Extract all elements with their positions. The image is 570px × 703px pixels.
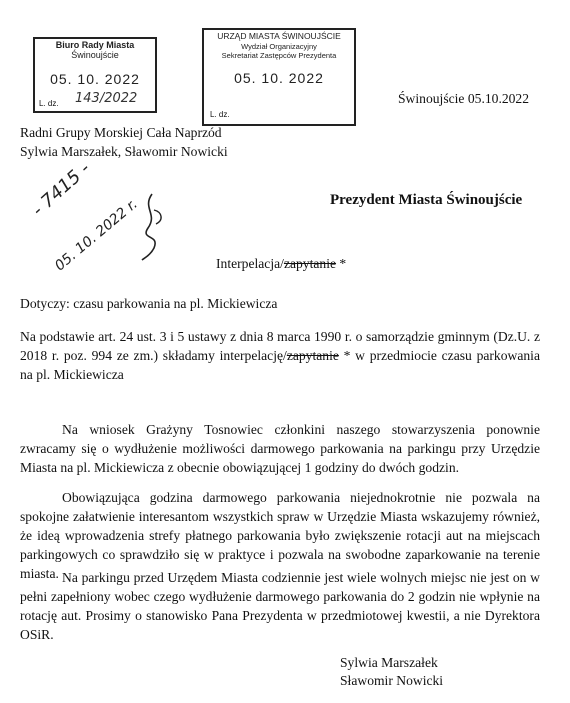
sender-line2: Sylwia Marszałek, Sławomir Nowicki xyxy=(20,144,228,159)
intro-part2: * w przedmiocie czasu parkowania na pl. Mickiewicza xyxy=(20,348,540,382)
stamp-title-line3: Sekretariat Zastępców Prezydenta xyxy=(221,51,337,60)
stamp-date: 05. 10. 2022 xyxy=(50,71,140,87)
body-paragraph-3: Na parkingu przed Urzędem Miasta codziennie jest wiele wolnych miejsc nie jest on w pełni zapełniony wobec czego wydłużenie darmowego parkowania do 2 godzin nie wpłynie na rotację aut. Prosimy o stanowisko Pana Prezydenta w przedmiotowej kwestii, a nie Dyrektora OSiR. xyxy=(20,570,540,642)
stamp-date: 05. 10. 2022 xyxy=(234,70,324,86)
handwritten-date: 05. 10. 2022 r. xyxy=(52,196,141,275)
registry-stamp-city-office xyxy=(202,28,356,126)
signature-name-2: Sławomir Nowicki xyxy=(340,673,444,688)
place-date: Świnoujście 05.10.2022 xyxy=(398,91,530,106)
signature-name-1: Sylwia Marszałek xyxy=(340,655,438,670)
body-paragraph-1: Na wniosek Grażyny Tosnowiec członkini naszego stowarzyszenia ponownie zwracamy się o wydłużenie możliwości darmowego parkowania na parkingu przy Urzędzie Miasta na pl. Mickiewicza z obecnie obowiązującej 1 godziny do dwóch godzin. xyxy=(20,422,540,475)
stamp-title-line1: Biuro Rady Miasta xyxy=(55,40,135,50)
stamp-title-line1: URZĄD MIASTA ŚWINOUJŚCIE xyxy=(217,31,341,41)
stamp-ldz-label: L. dz. xyxy=(39,99,59,108)
intro-part1: Na podstawie art. 24 ust. 3 i 5 ustawy z dnia 8 marca 1990 r. o samorządzie gminnym (Dz.U. z 2018 r. poz. 994 ze zm.) składamy interpelację/ xyxy=(20,329,540,363)
document-type-suffix: * xyxy=(336,256,347,271)
document-type xyxy=(216,256,346,272)
document-type-struck: zapytanie xyxy=(283,256,337,271)
registry-stamp-council xyxy=(33,37,157,113)
stamp-ldz-value: 143/2022 xyxy=(75,91,138,106)
handwritten-signature xyxy=(132,190,172,262)
stamp-title-line2: Wydział Organizacyjny xyxy=(241,42,317,51)
subject-line: Dotyczy: czasu parkowania na pl. Mickiewicza xyxy=(20,296,278,311)
handwritten-number: - 7415 - xyxy=(28,157,95,221)
stamp-title-line2: Świnoujście xyxy=(71,50,119,60)
intro-paragraph xyxy=(20,327,540,384)
addressee: Prezydent Miasta Świnoujście xyxy=(330,192,523,208)
sender-line1: Radni Grupy Morskiej Cała Naprzód xyxy=(20,125,222,140)
stamp-ldz-label: L. dz. xyxy=(210,110,230,119)
document-type-label: Interpelacja/ xyxy=(216,256,284,271)
intro-struck: zapytanie xyxy=(286,348,339,363)
body-paragraph-2: Obowiązująca godzina darmowego parkowania niejednokrotnie nie pozwala na spokojne załatwienie interesantom wszystkich spraw w Urzędzie Miasta wskazujemy również, że ideą wprowadzenia strefy płatnego parkowania było zwiększenie rotacji aut na miejscach parkingowych co sprawdziło się w praktyce i pozwala na swobodne zaparkowanie na terenie miasta. xyxy=(20,490,540,581)
